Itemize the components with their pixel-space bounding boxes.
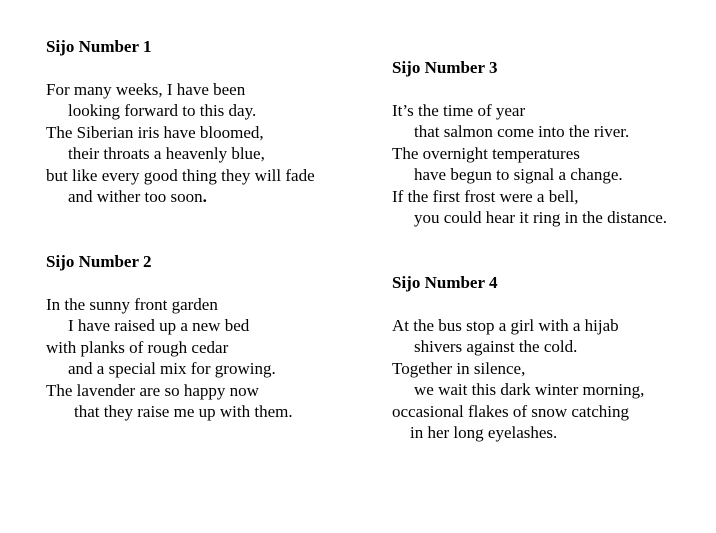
poem-line-period: .	[202, 186, 207, 206]
poem-title: Sijo Number 3	[392, 58, 498, 77]
poem-title: Sijo Number 2	[46, 252, 152, 271]
poem-line: we wait this dark winter morning,	[414, 380, 645, 400]
poem-line: their throats a heavenly blue,	[68, 144, 265, 164]
poem-line: The Siberian iris have bloomed,	[46, 122, 264, 142]
poem-line: with planks of rough cedar	[46, 337, 229, 357]
poem-line-text: and wither too soon	[68, 186, 203, 206]
poem-sijo-2	[46, 251, 293, 422]
poem-line: Together in silence,	[392, 358, 526, 378]
poem-line: you could hear it ring in the distance.	[414, 207, 668, 227]
poem-line: that they raise me up with them.	[74, 401, 293, 421]
poem-line: In the sunny front garden	[46, 295, 218, 314]
poem-line: I have raised up a new bed	[68, 316, 250, 336]
poem-line: For many weeks, I have been	[46, 80, 246, 99]
poem-line: It’s the time of year	[392, 101, 526, 120]
poem-sijo-4	[392, 272, 644, 443]
poem-title: Sijo Number 4	[392, 273, 498, 292]
poem-line: and a special mix for growing.	[68, 359, 276, 379]
poem-line: that salmon come into the river.	[414, 122, 630, 142]
poem-line: have begun to signal a change.	[414, 165, 623, 185]
poem-line: If the first frost were a bell,	[392, 186, 579, 206]
poem-line: shivers against the cold.	[414, 337, 578, 357]
poem-line	[46, 186, 315, 207]
poem-title: Sijo Number 1	[46, 37, 152, 56]
poem-line: looking forward to this day.	[68, 101, 257, 121]
poem-sijo-3	[392, 57, 667, 228]
poem-line: but like every good thing they will fade	[46, 165, 315, 185]
poem-sijo-1	[46, 36, 315, 207]
poem-line: The overnight temperatures	[392, 143, 580, 163]
poem-line: in her long eyelashes.	[410, 422, 558, 442]
poem-line: The lavender are so happy now	[46, 380, 259, 400]
poem-line: occasional flakes of snow catching	[392, 401, 629, 421]
poem-line: At the bus stop a girl with a hijab	[392, 316, 619, 335]
